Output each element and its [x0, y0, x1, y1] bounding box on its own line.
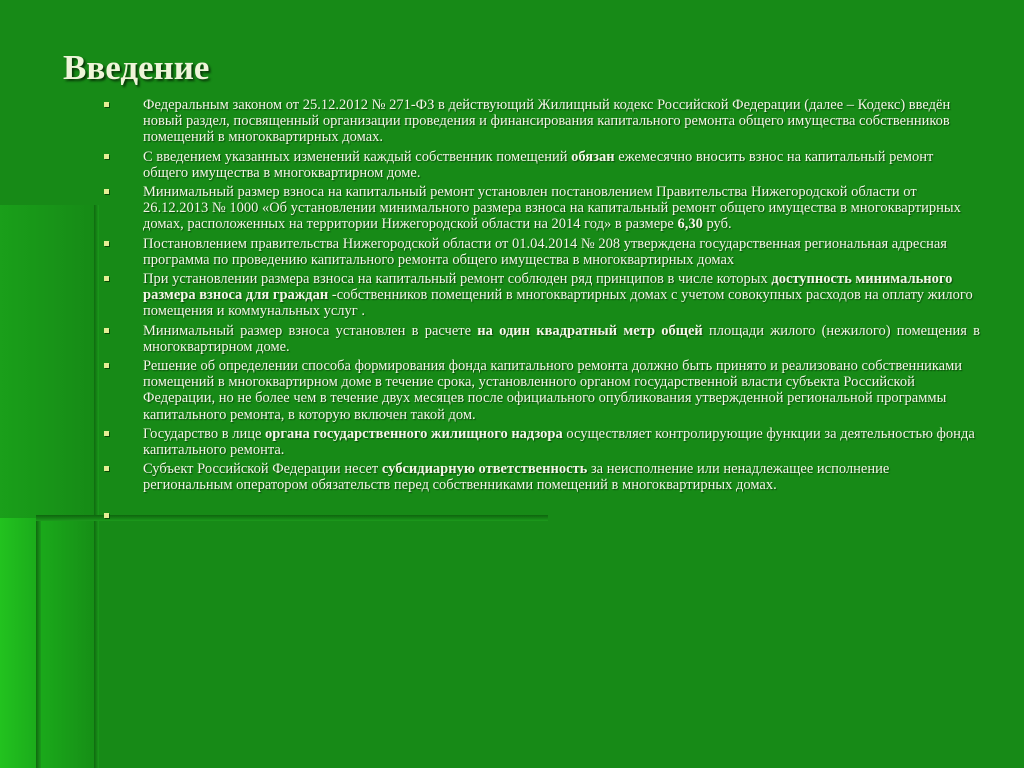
- bullet-square-icon: [104, 363, 109, 368]
- bullet-text: -собственников помещений в многоквартирных домах с учетом совокупных расходов на оплату жилого помещения и коммунальных услуг .: [143, 287, 973, 320]
- bullet-square-icon: [104, 328, 109, 333]
- bullet-text: С введением указанных изменений каждый собственник помещений: [143, 148, 572, 165]
- bullet-item: [104, 236, 980, 268]
- bullet-text: Субъект Российской Федерации несет: [143, 461, 382, 478]
- bullet-item: [104, 508, 980, 525]
- bullet-text-bold: доступность минимального размера взноса для граждан: [143, 271, 953, 304]
- bullet-text: руб.: [702, 216, 732, 233]
- bullet-item: [104, 461, 980, 493]
- bullet-square-icon: [104, 276, 109, 281]
- bullet-item: [104, 149, 980, 181]
- bullet-text: Минимальный размер взноса установлен в расчете: [143, 322, 478, 339]
- bullet-item: [104, 97, 980, 146]
- bullet-item: [104, 358, 980, 423]
- bullet-square-icon: [104, 189, 109, 194]
- bullet-item: [104, 271, 980, 320]
- bullet-text: При установлении размера взноса на капитальный ремонт соблюден ряд принципов в числе которых: [143, 271, 772, 288]
- bullet-text: площади жилого (нежилого) помещения в многоквартирном доме.: [143, 322, 980, 355]
- bullet-square-icon: [104, 431, 109, 436]
- bullet-text: ежемесячно вносить взнос на капитальный ремонт общего имущества в многоквартирном доме.: [143, 148, 934, 181]
- bullet-square-icon: [104, 466, 109, 471]
- bullet-item: [104, 184, 980, 233]
- bullet-text-bold: субсидиарную ответственность: [381, 461, 588, 478]
- bullet-text: Решение об определении способа формирования фонда капитального ремонта должно быть принято и реализовано собственниками помещений в многоквартирном доме в течение срока, установленного органом государственной власти субъекта Российской Федерации, но не более чем в течение двух месяцев после официального опубликования утвержденной региональной программы капитального ремонта, в которую включен такой дом.: [143, 358, 963, 423]
- bullet-text-bold: на один квадратный метр общей: [477, 322, 703, 339]
- bullet-square-icon: [104, 241, 109, 246]
- bullet-text-bold: 6,30: [677, 216, 703, 233]
- bullet-text-bold: обязан: [571, 148, 615, 165]
- bullet-text: Государство в лице: [143, 425, 266, 442]
- bullet-square-icon: [104, 154, 109, 159]
- bullet-text-bold: органа государственного жилищного надзора: [265, 425, 563, 442]
- bullet-square-icon: [104, 102, 109, 107]
- bullet-text: за неисполнение или ненадлежащее исполнение региональным оператором обязательств перед собственниками помещений в многоквартирных домах.: [143, 461, 890, 494]
- bullet-text: Федеральным законом от 25.12.2012 № 271-ФЗ в действующий Жилищный кодекс Российской Федерации (далее – Кодекс) введён новый раздел, посвященный организации проведения и финансирования капитального ремонта общего имущества собственников помещений в многоквартирных домах.: [143, 97, 951, 146]
- bullet-text: Минимальный размер взноса на капитальный ремонт установлен постановлением Правительства Нижегородской области от 26.12.2013 № 1000 «Об установлении минимального размера взноса на капитальный ремонт общего имущества в многоквартирных домах, расположенных на территории Нижегородской области на 2014 год» в размере: [143, 184, 961, 233]
- bullet-text: осуществляет контролирующие функции за деятельностью фонда капитального ремонта.: [143, 425, 975, 459]
- bullet-item: [104, 426, 980, 458]
- bullet-text: Постановлением правительства Нижегородской области от 01.04.2014 № 208 утверждена государственная региональная адресная программа по проведению капитального ремонта общего имущества в многоквартирных домах: [143, 235, 947, 268]
- bullet-list: [104, 97, 980, 528]
- bullet-square-icon: [104, 513, 109, 518]
- bullet-item: [104, 323, 980, 355]
- slide-title: Введение: [63, 48, 210, 87]
